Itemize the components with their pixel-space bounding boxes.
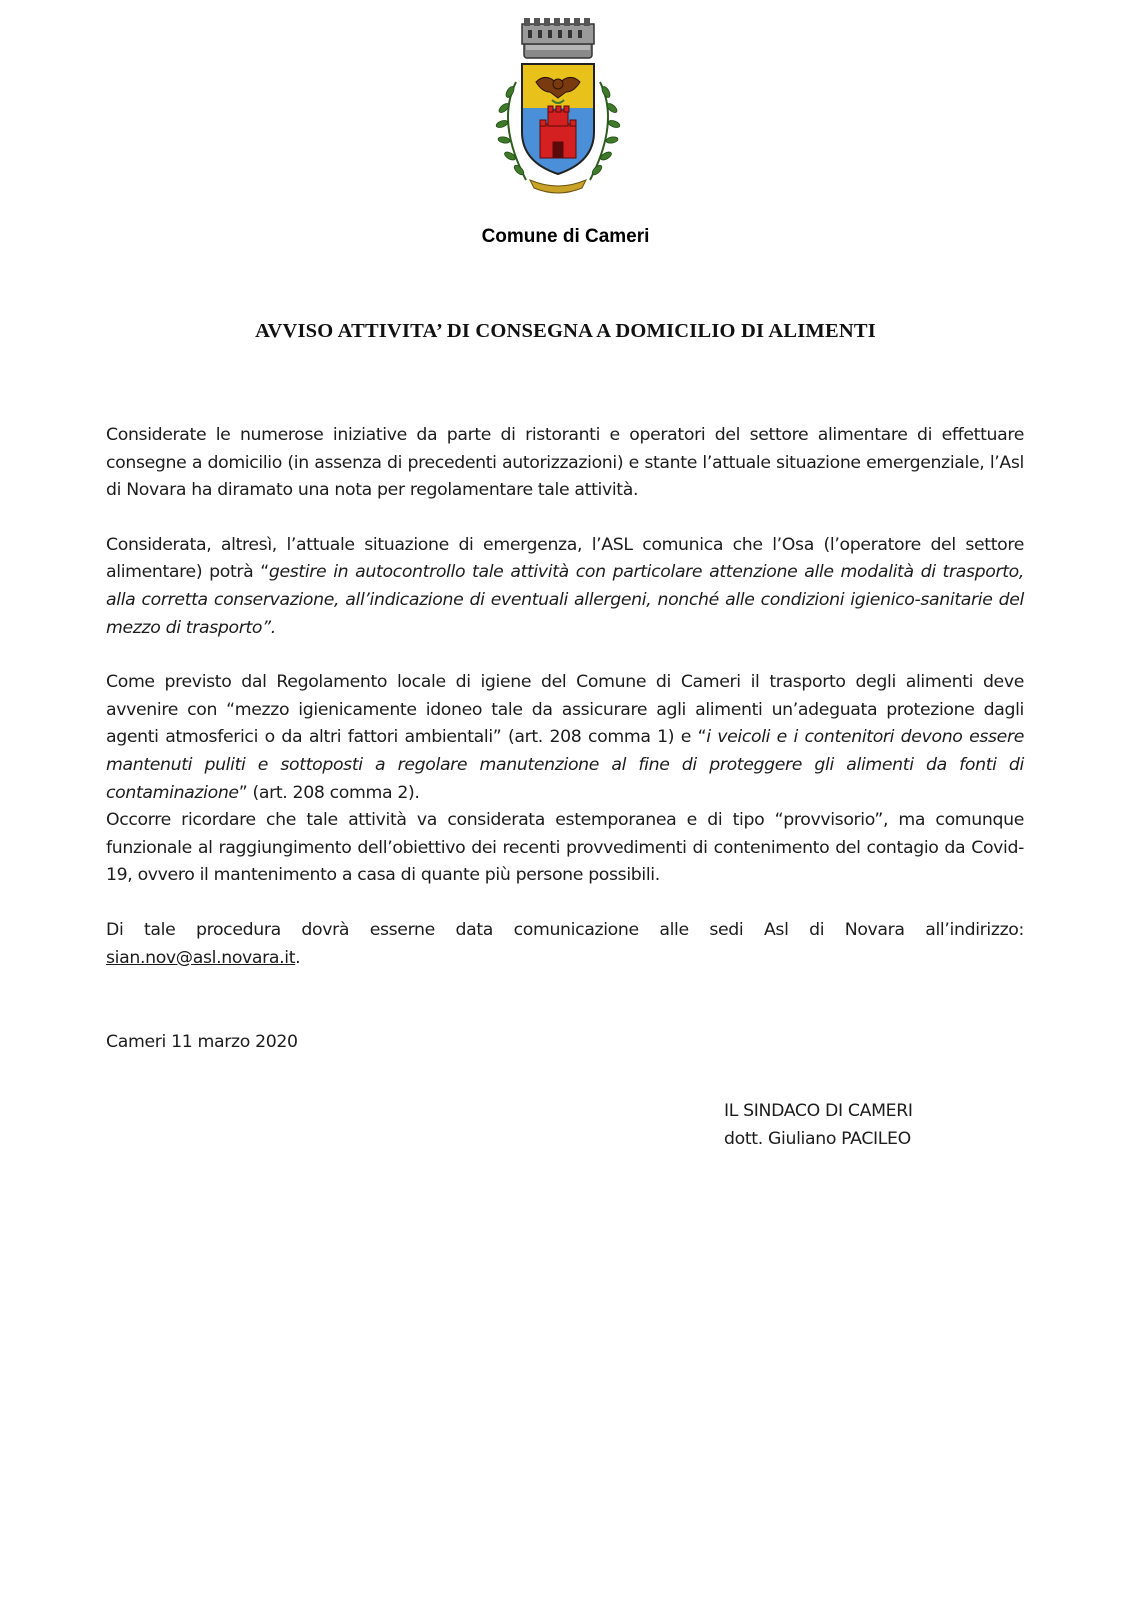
signature-role: IL SINDACO DI CAMERI (724, 1101, 913, 1121)
paragraph-4: Occorre ricordare che tale attività va considerata estemporanea e di tipo “provvisorio”, ma comunque funzionale al raggiungimento dell’obiettivo dei recenti provvedimenti di contenimento del contagio da Covid-19, ovvero il mantenimento a casa di quante più persone possibili. (106, 810, 1024, 886)
signature-block (724, 1098, 913, 1153)
municipal-coat-of-arms-icon (486, 12, 630, 198)
paragraph-2-text: Considerata, altresì, l’attuale situazione di emergenza, l’ASL comunica che l’Osa (l’operatore del settore alimentare) potrà “ (106, 534, 1024, 583)
paragraph-1: Considerate le numerose iniziative da parte di ristoranti e operatori del settore alimentare di effettuare consegne a domicilio (in assenza di precedenti autorizzazioni) e stante l’attuale situazione emergenziale, l’Asl di Novara ha diramato una nota per regolamentare tale attività. (106, 425, 1024, 501)
ribbon-icon (530, 180, 586, 193)
paragraph-5 (106, 917, 1024, 972)
paragraph-2-quote: gestire in autocontrollo tale attività con particolare attenzione alle modalità di trasporto, alla corretta conservazione, all’indicazione di eventuali allergeni, nonché alle condizioni igienico-sanitarie del mezzo di trasporto”. (106, 562, 1024, 638)
document-body (106, 422, 1024, 972)
municipality-name: Comune di Cameri (481, 226, 650, 247)
paragraph-5-text: Di tale procedura dovrà esserne data comunicazione alle sedi Asl di Novara all’indirizzo: (106, 919, 1024, 940)
paragraph-3-text: Come previsto dal Regolamento locale di igiene del Comune di Cameri il trasporto degli alimenti deve avvenire con “mezzo igienicamente idoneo tale da assicurare agli alimenti un’adeguata protezione dagli agenti atmosferici o da altri fattori ambientali” (art. 208 comma 1) e “ (106, 672, 1024, 748)
paragraph-5-tail: . (295, 947, 301, 968)
paragraph-3-quote: i veicoli e i contenitori devono essere mantenuti puliti e sottoposti a regolare manutenzione al fine di proteggere gli alimenti da fonti di contaminazione (106, 727, 1024, 803)
asl-email-link[interactable]: sian.nov@asl.novara.it (106, 947, 296, 968)
signature-name: dott. Giuliano PACILEO (724, 1128, 911, 1149)
document-date: Cameri 11 marzo 2020 (106, 1032, 298, 1052)
crown-icon (522, 18, 594, 58)
shield-icon (522, 64, 594, 174)
paragraph-3 (106, 669, 1024, 807)
document-title: AVVISO ATTIVITA’ DI CONSEGNA A DOMICILIO DI ALIMENTI (255, 320, 876, 342)
paragraph-3-tail: ” (art. 208 comma 2). (238, 782, 420, 803)
paragraph-2 (106, 532, 1024, 642)
